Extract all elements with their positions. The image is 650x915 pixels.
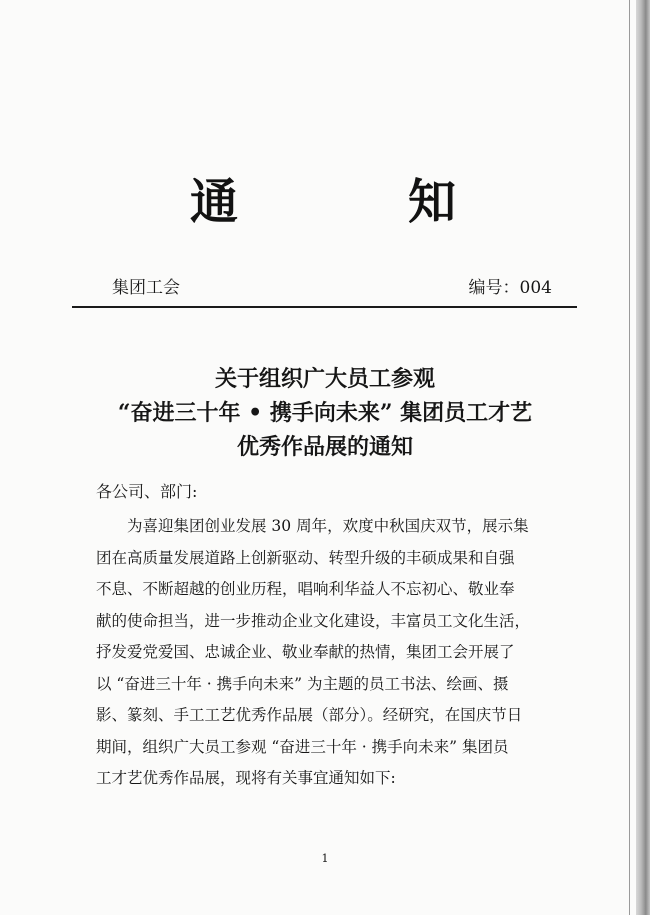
scan-edge [636,0,650,915]
body-line: 献的使命担当，进一步推动企业文化建设，丰富员工文化生活， [96,611,531,630]
subject-line-1: 关于组织广大员工参观 [214,366,435,392]
body-line: 不息、不断超越的创业历程，唱响利华益人不忘初心、敬业奉 [96,580,515,598]
document-number: 编号：004 [468,278,552,298]
body-paragraph [96,511,566,795]
header-divider [72,306,577,308]
subject-line-2: “奋进三十年 • 携手向未来” 集团员工才艺 [117,400,533,426]
salutation: 各公司、部门: [96,482,198,501]
body-line: 团在高质量发展道路上创新驱动、转型升级的丰硕成果和自强 [96,548,515,567]
body-line: 抒发爱党爱国、忠诚企业、敬业奉献的热情，集团工会开展了 [96,643,515,661]
body-line: 工才艺优秀作品展，现将有关事宜通知如下: [96,769,396,787]
subject-title [60,362,590,464]
body-line: 影、篆刻、手工工艺优秀作品展（部分）。经研究，在国庆节日 [96,706,523,724]
scan-edge-line [629,0,630,915]
notice-heading-char-1: 通 [190,174,239,230]
issuer-label: 集团工会 [112,278,180,298]
body-line: 以 “奋进三十年 · 携手向未来” 为主题的员工书法、绘画、摄 [96,674,509,693]
issuer-row [72,274,572,302]
body-line: 期间，组织广大员工参观 “奋进三十年 · 携手向未来” 集团员 [96,737,509,756]
subject-line-3: 优秀作品展的通知 [236,434,413,460]
notice-heading [0,172,650,232]
body-line: 为喜迎集团创业发展 30 周年，欢度中秋国庆双节，展示集 [127,517,529,535]
page-number: 1 [321,852,329,865]
notice-heading-char-2: 知 [408,174,457,230]
